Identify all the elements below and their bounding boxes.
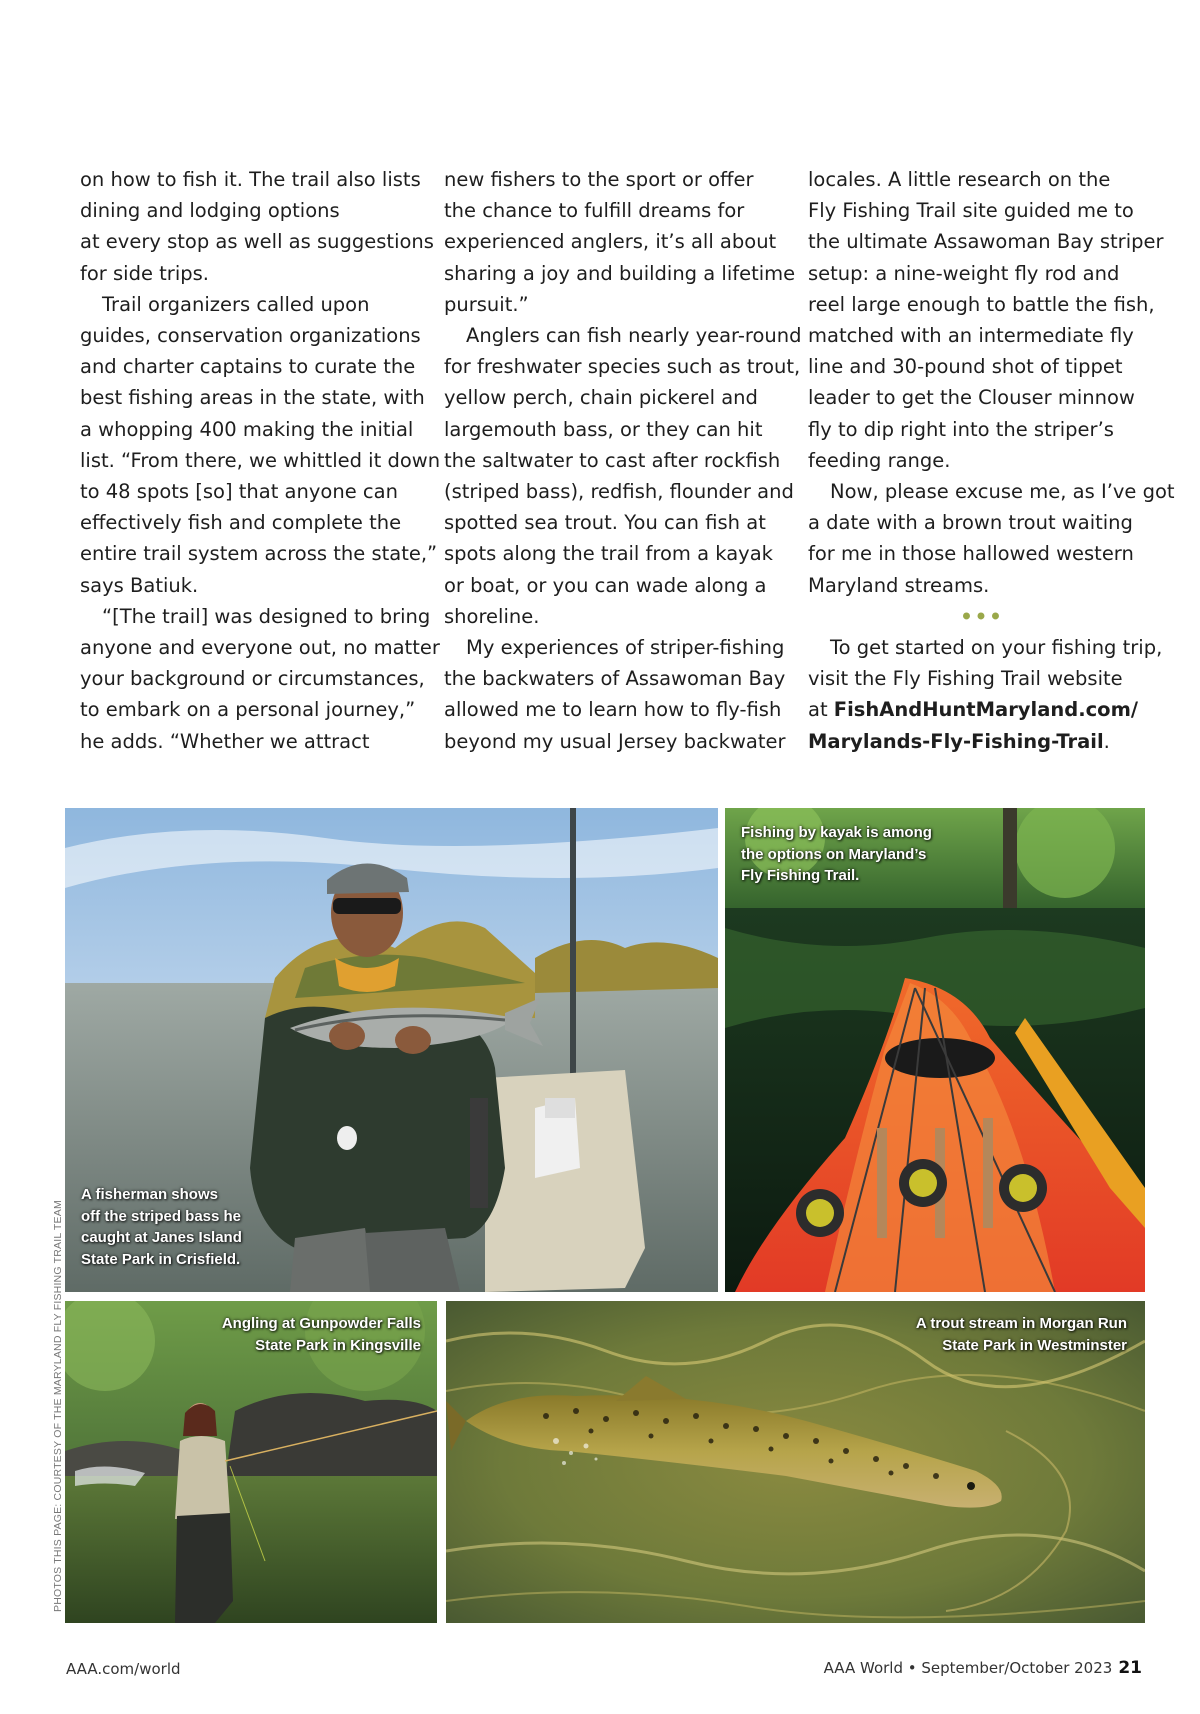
body-line: the backwaters of Assawoman Bay (444, 667, 786, 691)
body-line: “[The trail] was designed to bring (102, 604, 431, 628)
photo-fisherman-striped-bass (65, 808, 718, 1292)
body-line: locales. A little research on the (808, 168, 1111, 191)
body-line: allowed me to learn how to fly-fish (444, 698, 782, 722)
footer-issue: AAA World • September/October 2023 (823, 1659, 1113, 1677)
body-line: for me in those hallowed western (808, 542, 1134, 566)
body-line: to embark on a personal journey,” (80, 698, 416, 722)
body-line: and charter captains to curate the (80, 355, 416, 379)
photo-credit: PHOTOS THIS PAGE: COURTESY OF THE MARYLAND FLY FISHING TRAIL TEAM (52, 1200, 64, 1612)
body-line: shoreline. (444, 604, 540, 628)
body-line-link (808, 726, 1156, 757)
body-line: a date with a brown trout waiting (808, 511, 1133, 535)
photo-kayak-fly-rods (725, 808, 1145, 1292)
body-line: the ultimate Assawoman Bay striper (808, 230, 1164, 254)
website-link[interactable]: FishAndHuntMaryland.com/ (833, 698, 1139, 722)
body-line: new fishers to the sport or offer (444, 168, 754, 191)
article-columns (80, 164, 1175, 764)
body-line: Maryland streams. (808, 573, 990, 597)
body-line: for side trips. (80, 261, 209, 285)
body-line: yellow perch, chain pickerel and (444, 386, 758, 410)
photo-angler-wading (65, 1301, 437, 1623)
page-number: 21 (1118, 1658, 1142, 1678)
body-line: to 48 spots [so] that anyone can (80, 480, 398, 504)
body-line: or boat, or you can wade along a (444, 573, 767, 597)
body-line: on how to fish it. The trail also lists (80, 168, 421, 191)
website-link[interactable]: Marylands-Fly-Fishing-Trail (808, 729, 1104, 753)
body-line: a whopping 400 making the initial (80, 417, 414, 441)
body-line: visit the Fly Fishing Trail website (808, 667, 1123, 691)
body-line: experienced anglers, it’s all about (444, 230, 777, 254)
body-line: anyone and everyone out, no matter (80, 636, 440, 660)
link-suffix: . (1103, 729, 1110, 753)
body-line: setup: a nine-weight fly rod and (808, 261, 1120, 285)
body-line: list. “From there, we whittled it down (80, 448, 441, 472)
body-line: he adds. “Whether we attract (80, 729, 370, 753)
body-line: To get started on your fishing trip, (830, 636, 1163, 660)
body-line: the saltwater to cast after rockfish (444, 448, 781, 472)
photo-caption-kayak: Fishing by kayak is among the options on Maryland’s Fly Fishing Trail. (741, 824, 932, 884)
body-line-link (808, 694, 1156, 725)
body-line: line and 30-pound shot of tippet (808, 355, 1123, 379)
body-line: the chance to fulfill dreams for (444, 199, 745, 223)
body-line: at every stop as well as suggestions (80, 230, 434, 254)
end-mark: ••• (960, 604, 1004, 628)
photo-trout-stream (446, 1301, 1145, 1623)
body-line: pursuit.” (444, 292, 529, 316)
body-line: for freshwater species such as trout, (444, 355, 801, 379)
body-line: reel large enough to battle the fish, (808, 292, 1155, 316)
body-line: largemouth bass, or they can hit (444, 417, 763, 441)
body-line: effectively fish and complete the (80, 511, 402, 535)
footer-publication (824, 1658, 1142, 1678)
photo-caption-angler: Angling at Gunpowder Falls State Park in Kingsville (221, 1315, 421, 1354)
body-line: spots along the trail from a kayak (444, 542, 773, 566)
article-column-1 (80, 164, 441, 757)
body-line: entire trail system across the state,” (80, 542, 438, 566)
body-line: leader to get the Clouser minnow (808, 386, 1135, 410)
article-column-3 (808, 164, 1175, 757)
body-line: best fishing areas in the state, with (80, 386, 425, 410)
body-line: dining and lodging options (80, 199, 340, 223)
body-line: your background or circumstances, (80, 667, 425, 691)
body-line: spotted sea trout. You can fish at (444, 511, 766, 535)
body-line: matched with an intermediate fly (808, 324, 1134, 348)
body-line: Now, please excuse me, as I’ve got (830, 480, 1175, 504)
body-line: fly to dip right into the striper’s (808, 417, 1114, 441)
body-line: Fly Fishing Trail site guided me to (808, 199, 1134, 223)
body-line: guides, conservation organizations (80, 324, 421, 348)
footer-website[interactable]: AAA.com/world (66, 1660, 181, 1678)
body-line: beyond my usual Jersey backwater (444, 729, 786, 753)
photo-caption-fisherman: A fisherman shows off the striped bass he caught at Janes Island State Park in Crisfield. (81, 1186, 242, 1268)
body-line: Anglers can fish nearly year-round (466, 324, 802, 348)
body-line: My experiences of striper-fishing (466, 636, 785, 660)
photo-caption-trout: A trout stream in Morgan Run State Park in Westminster (915, 1315, 1127, 1354)
body-line: says Batiuk. (80, 573, 199, 597)
body-line: Trail organizers called upon (102, 292, 370, 316)
body-line: (striped bass), redfish, flounder and (444, 480, 794, 504)
article-column-2 (444, 164, 802, 757)
body-line: feeding range. (808, 448, 951, 472)
body-line: sharing a joy and building a lifetime (444, 261, 796, 285)
link-prefix: at (808, 698, 834, 722)
